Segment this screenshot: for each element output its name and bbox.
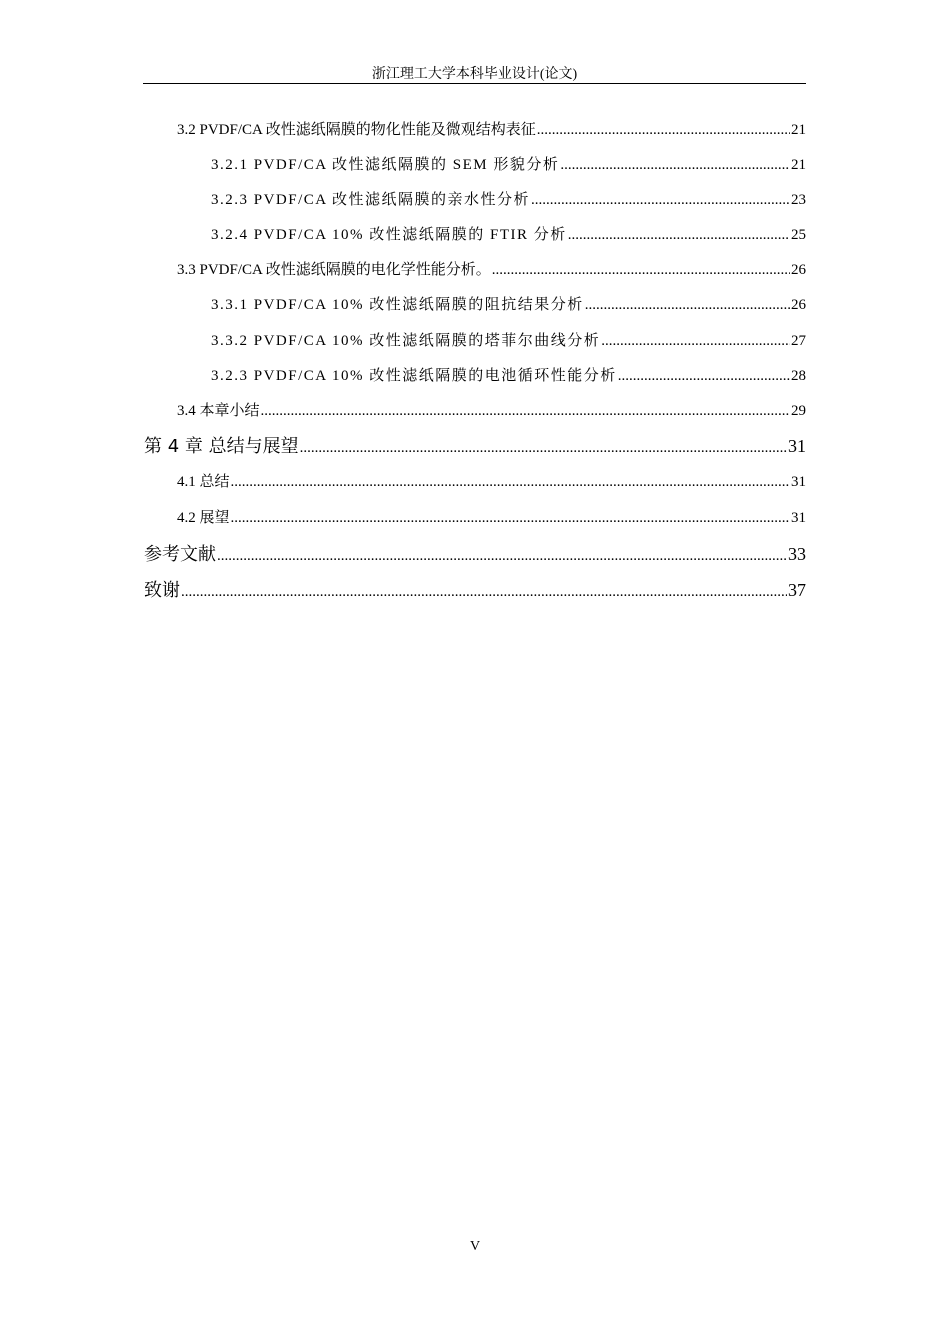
toc-entry-page: 23 — [791, 192, 806, 208]
toc-entry-label: 4.2 展望 — [177, 510, 230, 526]
toc-entry-page: 33 — [788, 544, 806, 564]
toc-entry-label: 3.2 PVDF/CA 改性滤纸隔膜的物化性能及微观结构表征 — [177, 122, 536, 138]
dot-leader — [531, 192, 790, 209]
page-number: V — [469, 1239, 481, 1254]
toc-entry-3-2[interactable] — [177, 118, 806, 139]
toc-entry-acknowledgements[interactable] — [144, 576, 806, 602]
dot-leader — [231, 510, 790, 527]
toc-entry-label: 3.4 本章小结 — [177, 403, 260, 419]
toc-entry-label: 致谢 — [144, 580, 180, 601]
dot-leader — [261, 403, 790, 420]
dot-leader — [300, 440, 787, 457]
dot-leader — [560, 157, 790, 174]
toc-entry-page: 28 — [791, 368, 806, 384]
toc-entry-4-1[interactable] — [177, 470, 806, 491]
toc-entry-4-2[interactable] — [177, 506, 806, 527]
toc-entry-chapter-4[interactable] — [144, 432, 806, 458]
toc-entry-page: 26 — [791, 262, 806, 278]
dot-leader — [585, 297, 790, 314]
dot-leader — [568, 227, 790, 244]
dot-leader — [618, 368, 790, 385]
toc-entry-page: 21 — [791, 157, 806, 173]
dot-leader — [231, 474, 790, 491]
dot-leader — [537, 122, 790, 139]
toc-entry-page: 31 — [791, 510, 806, 526]
toc-entry-label: 4.1 总结 — [177, 474, 230, 490]
toc-entry-page: 25 — [791, 227, 806, 243]
toc-entry-3-2-4[interactable] — [211, 223, 806, 244]
toc-entry-label: 第 4 章 总结与展望 — [144, 436, 299, 457]
toc-entry-3-3[interactable] — [177, 258, 806, 279]
toc-entry-page: 29 — [791, 403, 806, 419]
toc-entry-page: 26 — [791, 297, 806, 313]
toc-entry-label: 3.2.1 PVDF/CA 改性滤纸隔膜的 SEM 形貌分析 — [211, 157, 560, 173]
toc-entry-3-3-2[interactable] — [211, 329, 806, 350]
toc-entry-3-2-3-cycle[interactable] — [211, 364, 806, 385]
toc-entry-label: 3.2.3 PVDF/CA 10% 改性滤纸隔膜的电池循环性能分析 — [211, 368, 617, 384]
toc-entry-references[interactable] — [144, 540, 806, 566]
toc-entry-3-2-1[interactable] — [211, 153, 806, 174]
dot-leader — [492, 262, 790, 279]
toc-entry-page: 31 — [788, 436, 806, 456]
toc-entry-page: 21 — [791, 122, 806, 138]
toc-entry-label: 3.2.4 PVDF/CA 10% 改性滤纸隔膜的 FTIR 分析 — [211, 227, 567, 243]
page-header: 浙江理工大学本科毕业设计(论文) — [143, 66, 806, 84]
dot-leader — [181, 584, 787, 601]
toc-entry-page: 27 — [791, 333, 806, 349]
toc-entry-3-3-1[interactable] — [211, 293, 806, 314]
toc-entry-3-2-3[interactable] — [211, 188, 806, 209]
toc-entry-label: 3.2.3 PVDF/CA 改性滤纸隔膜的亲水性分析 — [211, 192, 531, 208]
toc-entry-label: 3.3.2 PVDF/CA 10% 改性滤纸隔膜的塔菲尔曲线分析 — [211, 333, 601, 349]
dot-leader — [217, 548, 787, 565]
toc-entry-label: 参考文献 — [144, 544, 216, 565]
toc-entry-label: 3.3.1 PVDF/CA 10% 改性滤纸隔膜的阻抗结果分析 — [211, 297, 584, 313]
toc-entry-3-4[interactable] — [177, 399, 806, 420]
dot-leader — [601, 333, 790, 350]
toc-entry-page: 31 — [791, 474, 806, 490]
toc-entry-page: 37 — [788, 580, 806, 600]
toc-entry-label: 3.3 PVDF/CA 改性滤纸隔膜的电化学性能分析。 — [177, 262, 491, 278]
